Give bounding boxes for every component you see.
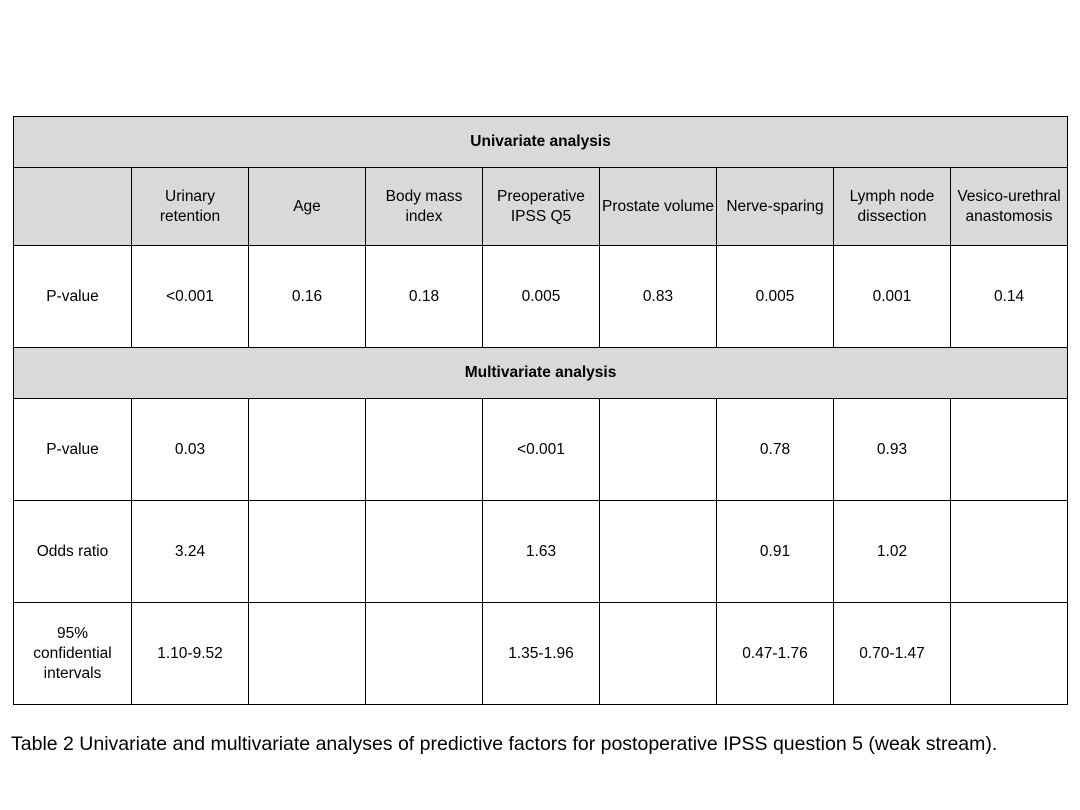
table-cell: 0.005 (483, 246, 600, 348)
header-cell-lymph-node-dissection: Lymph node dissection (834, 168, 951, 246)
table-cell (366, 603, 483, 705)
table-cell (366, 399, 483, 501)
table-cell (249, 399, 366, 501)
table-cell: 0.005 (717, 246, 834, 348)
multivariate-pvalue-row (14, 399, 1068, 501)
table-cell: 0.47-1.76 (717, 603, 834, 705)
row-label: 95% confidential intervals (14, 603, 132, 705)
table-cell: 0.91 (717, 501, 834, 603)
header-cell-preoperative-ipss-q5: Preoperative IPSS Q5 (483, 168, 600, 246)
table-cell: 1.10-9.52 (132, 603, 249, 705)
table-cell: 1.35-1.96 (483, 603, 600, 705)
table-cell (600, 501, 717, 603)
table-cell (951, 603, 1068, 705)
multivariate-confidence-interval-row (14, 603, 1068, 705)
table-cell (951, 399, 1068, 501)
table-cell: 0.78 (717, 399, 834, 501)
table-caption: Table 2 Univariate and multivariate analyses of predictive factors for postoperative IPSS question 5 (weak stream). (11, 733, 998, 755)
header-cell-prostate-volume: Prostate volume (600, 168, 717, 246)
univariate-section-row (14, 117, 1068, 168)
table-cell: 0.70-1.47 (834, 603, 951, 705)
table-cell: 1.63 (483, 501, 600, 603)
univariate-pvalue-row (14, 246, 1068, 348)
row-label: Odds ratio (14, 501, 132, 603)
header-cell-urinary-retention: Urinary retention (132, 168, 249, 246)
row-label: P-value (14, 399, 132, 501)
header-cell-body-mass-index: Body mass index (366, 168, 483, 246)
table-cell (951, 501, 1068, 603)
results-table (13, 116, 1068, 705)
header-cell-age: Age (249, 168, 366, 246)
table-cell: <0.001 (483, 399, 600, 501)
table-cell: 0.03 (132, 399, 249, 501)
table-cell (249, 603, 366, 705)
table-cell (366, 501, 483, 603)
table-cell: 0.001 (834, 246, 951, 348)
column-header-row (14, 168, 1068, 246)
table-cell (600, 399, 717, 501)
row-label: P-value (14, 246, 132, 348)
table-cell: 3.24 (132, 501, 249, 603)
header-cell-nerve-sparing: Nerve-sparing (717, 168, 834, 246)
table-cell (249, 501, 366, 603)
header-cell-corner (14, 168, 132, 246)
multivariate-section-row (14, 348, 1068, 399)
table-cell: 1.02 (834, 501, 951, 603)
table-cell: 0.93 (834, 399, 951, 501)
table-cell: <0.001 (132, 246, 249, 348)
header-cell-vesico-urethral-anastomosis: Vesico-urethral anastomosis (951, 168, 1068, 246)
multivariate-title: Multivariate analysis (14, 348, 1068, 399)
table-cell (600, 603, 717, 705)
univariate-title: Univariate analysis (14, 117, 1068, 168)
table-cell: 0.16 (249, 246, 366, 348)
table-cell: 0.14 (951, 246, 1068, 348)
table-cell: 0.83 (600, 246, 717, 348)
multivariate-odds-ratio-row (14, 501, 1068, 603)
table-cell: 0.18 (366, 246, 483, 348)
